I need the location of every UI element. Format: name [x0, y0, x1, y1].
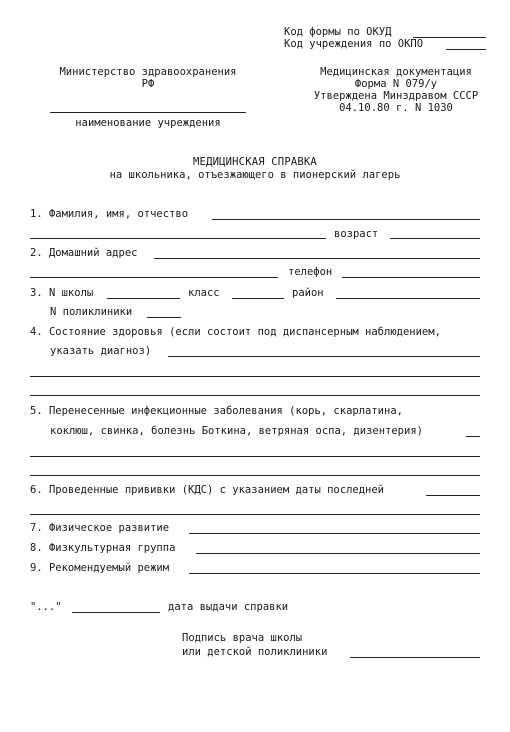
regime-field [189, 573, 480, 574]
field-4-line1: 4. Состояние здоровья (если состоит под диспансерным наблюдением, [30, 326, 441, 338]
pe-group-field [196, 553, 480, 554]
school-number-field [107, 298, 180, 299]
field-2-label: 2. Домашний адрес [30, 247, 138, 259]
district-field [336, 298, 480, 299]
diagnosis-field-line3 [30, 395, 480, 396]
vaccinations-field-line2 [30, 514, 480, 515]
diagnosis-field [168, 356, 480, 357]
infections-field-line2 [30, 456, 480, 457]
field-6-label: 6. Проведенные прививки (КДС) с указанием даты последней [30, 484, 385, 496]
institution-name-field [50, 112, 246, 113]
infections-field [466, 436, 480, 437]
field-9-label: 9. Рекомендуемый режим [30, 562, 170, 574]
phone-label: телефон [288, 266, 333, 278]
full-name-field [212, 219, 480, 220]
field-1-label: 1. Фамилия, имя, отчество [30, 208, 189, 220]
issue-date-field [72, 612, 160, 613]
ministry-line2: РФ [141, 78, 155, 90]
doc-line3: Утверждена Минздравом СССР [313, 90, 479, 102]
field-5-line2: коклюш, свинка, болезнь Боткина, ветряная оспа, дизентерия) [50, 425, 423, 437]
doc-line2: Форма N 079/у [354, 78, 438, 90]
form-subtitle: на школьника, отъезжающего в пионерский лагерь [109, 169, 401, 181]
class-field [232, 298, 284, 299]
full-name-field-cont [30, 238, 326, 239]
field-7-label: 7. Физическое развитие [30, 522, 170, 534]
okud-field [413, 37, 486, 38]
class-label: класс [188, 287, 220, 299]
issue-date-label: дата выдачи справки [168, 601, 289, 613]
doctor-signature-field [350, 657, 480, 658]
clinic-field [147, 317, 181, 318]
district-label: район [292, 287, 324, 299]
field-3-label: 3. N школы [30, 287, 94, 299]
infections-field-line3 [30, 475, 480, 476]
okpo-label: Код учреждения по ОКПО [284, 38, 424, 50]
diagnosis-field-line2 [30, 376, 480, 377]
signature-line2: или детской поликлиники [182, 646, 328, 658]
okpo-field [446, 49, 486, 50]
doc-line4: 04.10.80 г. N 1030 [339, 102, 453, 114]
vaccinations-field [426, 495, 480, 496]
field-5-line1: 5. Перенесенные инфекционные заболевания (корь, скарлатина, [30, 405, 403, 417]
institution-caption: наименование учреждения [75, 117, 221, 129]
phone-field [342, 277, 480, 278]
clinic-label: N поликлиники [50, 306, 133, 318]
age-label: возраст [334, 228, 379, 240]
address-field-cont [30, 277, 278, 278]
date-quote: "..." [30, 601, 62, 613]
okud-label: Код формы по ОКУД [284, 26, 392, 38]
doc-line1: Медицинская документация [320, 66, 472, 78]
field-4-line2: указать диагноз) [50, 345, 152, 357]
form-title: МЕДИЦИНСКАЯ СПРАВКА [193, 156, 317, 168]
address-field [154, 258, 480, 259]
physical-development-field [189, 533, 480, 534]
field-8-label: 8. Физкультурная группа [30, 542, 176, 554]
signature-line1: Подпись врача школы [182, 632, 303, 644]
age-field [390, 238, 480, 239]
ministry-line1: Министерство здравоохранения [59, 66, 237, 78]
